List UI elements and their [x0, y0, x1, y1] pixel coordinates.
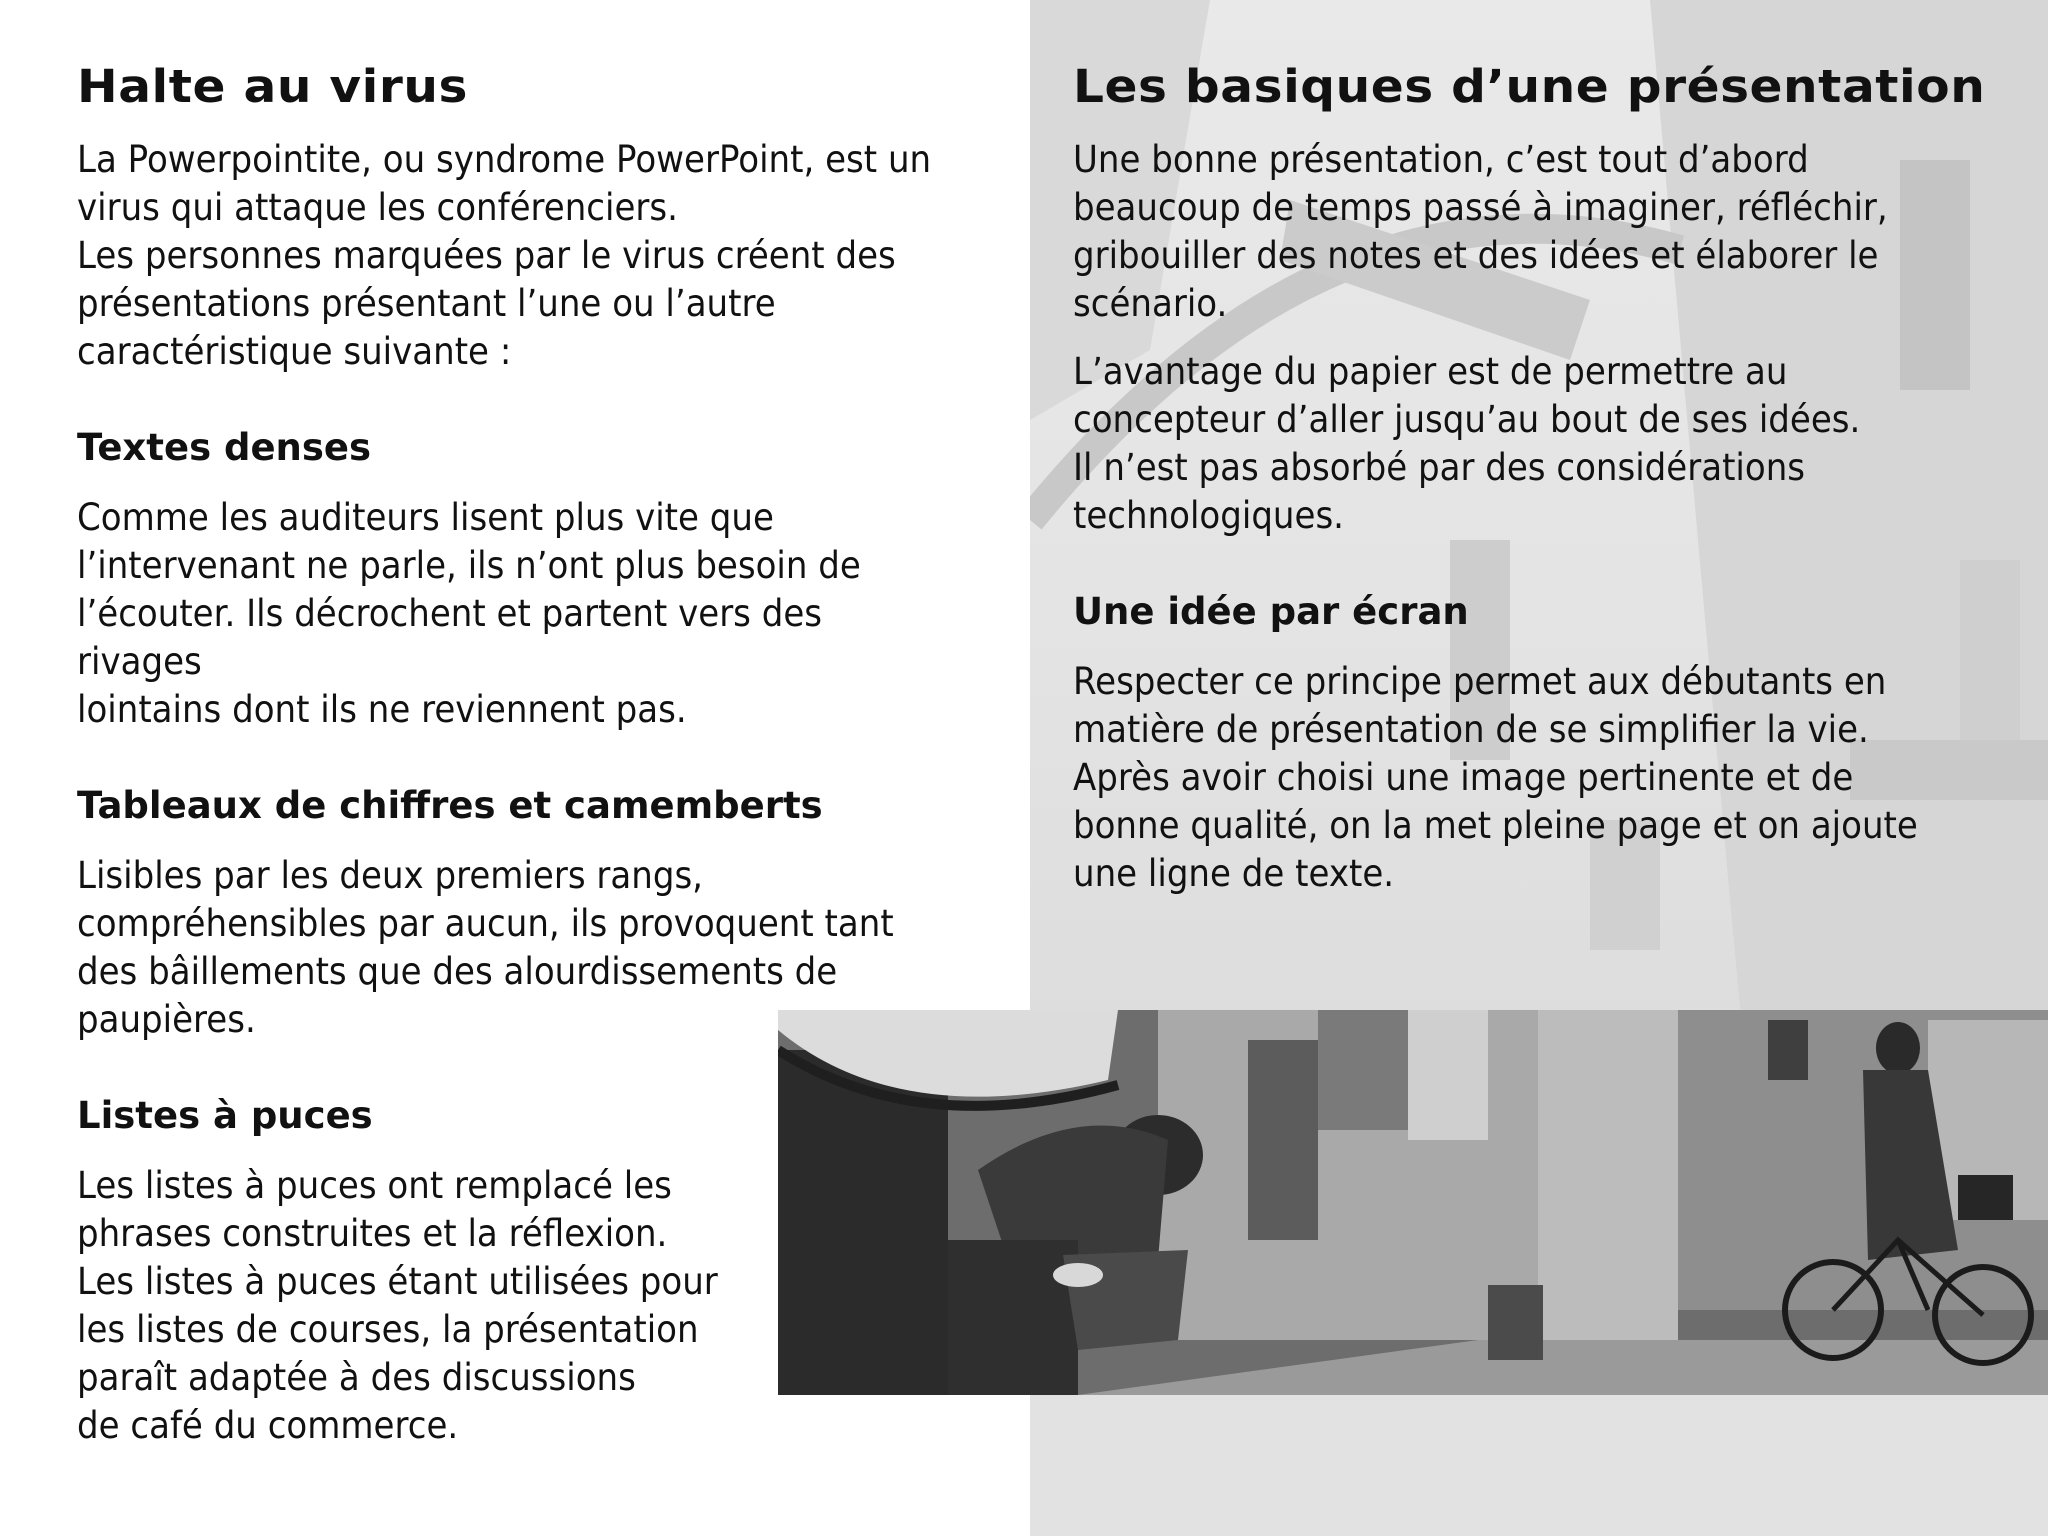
right-paragraph-2: L’avantage du papier est de permettre au concepteur d’aller jusqu’au bout de ses idées. Il n’est pas absorbé par des considérations technologiques.	[1073, 350, 1861, 537]
right-column	[1073, 60, 2013, 898]
section-heading-dense-text: Textes denses	[77, 426, 372, 469]
section-heading-bullets: Listes à puces	[77, 1094, 373, 1138]
section-body-dense-text: Comme les auditeurs lisent plus vite que l’intervenant ne parle, ils n’ont plus besoin de l’écouter. Ils décrochent et partent vers des rivages lointains dont ils ne reviennent pas.	[77, 496, 861, 732]
section-heading-tables: Tableaux de chiffres et camemberts	[77, 784, 823, 828]
left-column	[77, 60, 1007, 1450]
intro-paragraph: La Powerpointite, ou syndrome PowerPoint, est un virus qui attaque les conférenciers. Les personnes marquées par le virus créent des présentations présentant l’une ou l’autre caractéristique suivante :	[77, 138, 932, 373]
right-paragraph-1: Une bonne présentation, c’est tout d’abord beaucoup de temps passé à imaginer, réfléchir, gribouiller des notes et des idées et élaborer le scénario.	[1073, 138, 1888, 325]
section-body-bullets: Les listes à puces ont remplacé les phrases construites et la réflexion. Les listes à puces étant utilisées pour les listes de courses, la présentation paraît adaptée à des discussions de café du commerce.	[77, 1164, 718, 1448]
section-body-tables: Lisibles par les deux premiers rangs, compréhensibles par aucun, ils provoquent tant des bâillements que des alourdissements de paupières.	[77, 854, 894, 1042]
section-heading-one-idea: Une idée par écran	[1073, 590, 1469, 633]
section-body-one-idea: Respecter ce principe permet aux débutants en matière de présentation de se simplifier la vie. Après avoir choisi une image pertinente et de bonne qualité, on la met pleine page et on ajoute une ligne de texte.	[1073, 660, 1918, 896]
left-title: Halte au virus	[77, 60, 468, 113]
right-title: Les basiques d’une présentation	[1073, 60, 1986, 113]
